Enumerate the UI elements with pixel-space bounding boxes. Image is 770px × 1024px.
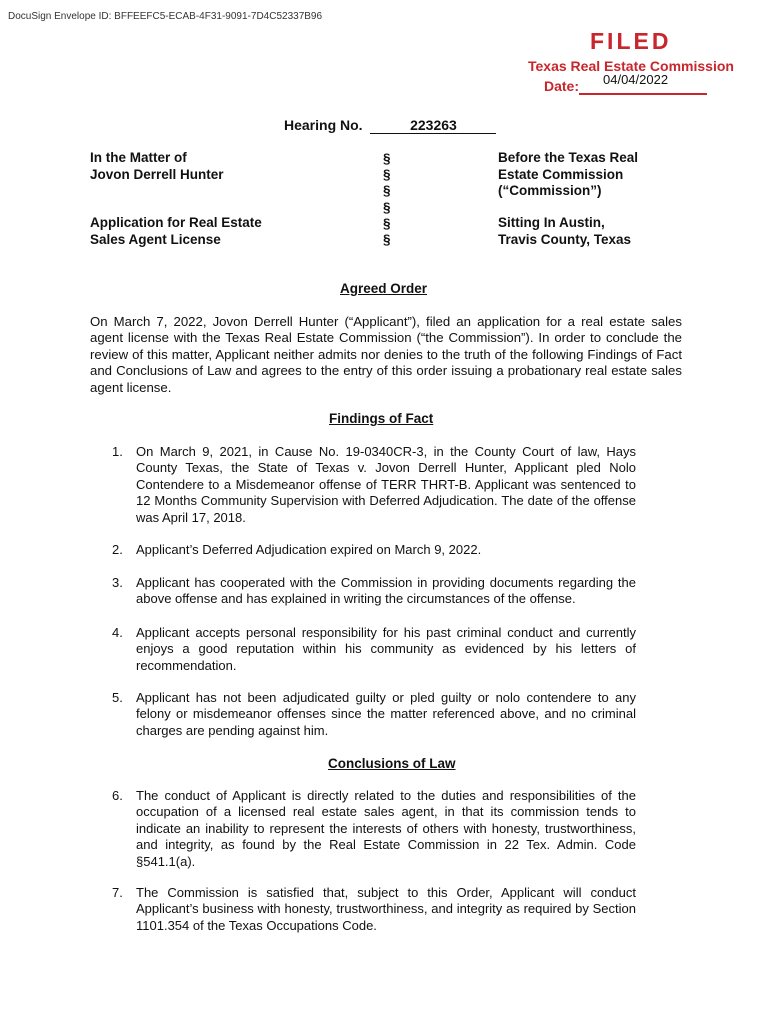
- caption-application: [90, 215, 262, 248]
- item-text: The conduct of Applicant is directly related to the duties and responsibilities of the occupation of a licensed real estate sales agent, in that its commission tends to indicate an inability to represent the interests of others with honesty, trustworthiness, and integrity, as found by the Real Estate Commission in 22 Tex. Admin. Code §541.1(a).: [136, 788, 636, 869]
- item-text: Applicant accepts personal responsibility for his past criminal conduct and currently enjoys a good reputation within his community as evidenced by his letters of recommendation.: [136, 625, 636, 673]
- item-number: 1.: [112, 444, 123, 459]
- item-number: 6.: [112, 788, 123, 803]
- item-text: Applicant has cooperated with the Commission in providing documents regarding the above offense and has explained in writing the circumstances of the offense.: [136, 575, 636, 607]
- hearing-number: [284, 117, 496, 134]
- caption-line: Application for Real Estate: [90, 215, 262, 230]
- item-text: On March 9, 2021, in Cause No. 19-0340CR-3, in the County Court of law, Hays County Texas, the State of Texas v. Jovon Derrell Hunter, Applicant pled Nolo Contendere to a Misdemeanor offense of TERR THRT-B. Applicant was sentenced to 12 Months Community Supervision with Deferred Adjudication. The date of the offense was April 17, 2018.: [136, 444, 636, 525]
- stamp-agency: Texas Real Estate Commission: [528, 58, 734, 74]
- caption-sitting: [498, 215, 631, 248]
- item-text: Applicant has not been adjudicated guilty or pled guilty or nolo contendere to any felony or misdemeanor offenses since the matter referenced above, and no criminal charges are pending against him.: [136, 690, 636, 738]
- stamp-date-label: Date:: [544, 78, 580, 94]
- caption-line: Sitting In Austin,: [498, 215, 605, 230]
- section-mark: §: [383, 231, 391, 247]
- stamp-date-value: 04/04/2022: [603, 72, 669, 87]
- item-number: 7.: [112, 885, 123, 900]
- caption-line: Sales Agent License: [90, 231, 221, 247]
- caption-line: (“Commission”): [498, 183, 602, 198]
- finding-item: [112, 542, 636, 558]
- caption-before: [498, 150, 638, 200]
- conclusion-item: [112, 885, 636, 934]
- caption-matter: [90, 150, 224, 183]
- agreed-order-heading: Agreed Order: [340, 281, 428, 296]
- item-text: The Commission is satisfied that, subject to this Order, Applicant will conduct Applicant’s business with honesty, trustworthiness, and integrity as required by Section 1101.354 of the Texas Occupations Code.: [136, 885, 636, 933]
- finding-item: [112, 575, 636, 608]
- section-mark: §: [383, 199, 391, 215]
- caption-line: Before the Texas Real: [498, 150, 639, 165]
- findings-heading: Findings of Fact: [329, 411, 434, 426]
- envelope-id: DocuSign Envelope ID: BFFEEFC5-ECAB-4F31-9091-7D4C52337B96: [8, 11, 323, 22]
- stamp-filed: FILED: [590, 28, 672, 54]
- section-mark: §: [383, 215, 391, 231]
- finding-item: [112, 444, 636, 526]
- hearing-label: Hearing No.: [284, 117, 363, 133]
- section-mark: §: [383, 151, 391, 166]
- item-number: 5.: [112, 690, 123, 705]
- item-number: 2.: [112, 542, 123, 557]
- conclusions-heading: Conclusions of Law: [328, 756, 456, 771]
- intro-paragraph: On March 7, 2022, Jovon Derrell Hunter (“Applicant”), filed an application for a real estate sales agent license with the Texas Real Estate Commission (“the Commission”). In order to conclude the review of this matter, Applicant neither admits nor denies to the truth of the following Findings of Fact and Conclusions of Law and agrees to the entry of this order issuing a probationary real estate sales agent license.: [90, 314, 682, 395]
- conclusion-item: [112, 788, 636, 870]
- section-marks: [383, 151, 391, 248]
- section-mark: §: [383, 183, 391, 199]
- caption-line: In the Matter of: [90, 150, 187, 165]
- item-text: Applicant’s Deferred Adjudication expired on March 9, 2022.: [136, 542, 482, 557]
- item-number: 4.: [112, 625, 123, 640]
- finding-item: [112, 690, 636, 739]
- caption-line: Travis County, Texas: [498, 231, 632, 247]
- caption-line: Jovon Derrell Hunter: [90, 166, 224, 182]
- caption-line: Estate Commission: [498, 166, 624, 182]
- item-number: 3.: [112, 575, 123, 590]
- section-mark: §: [383, 167, 391, 183]
- hearing-number-value: 223263: [370, 118, 496, 134]
- stamp-date-line: [579, 93, 707, 95]
- finding-item: [112, 625, 636, 674]
